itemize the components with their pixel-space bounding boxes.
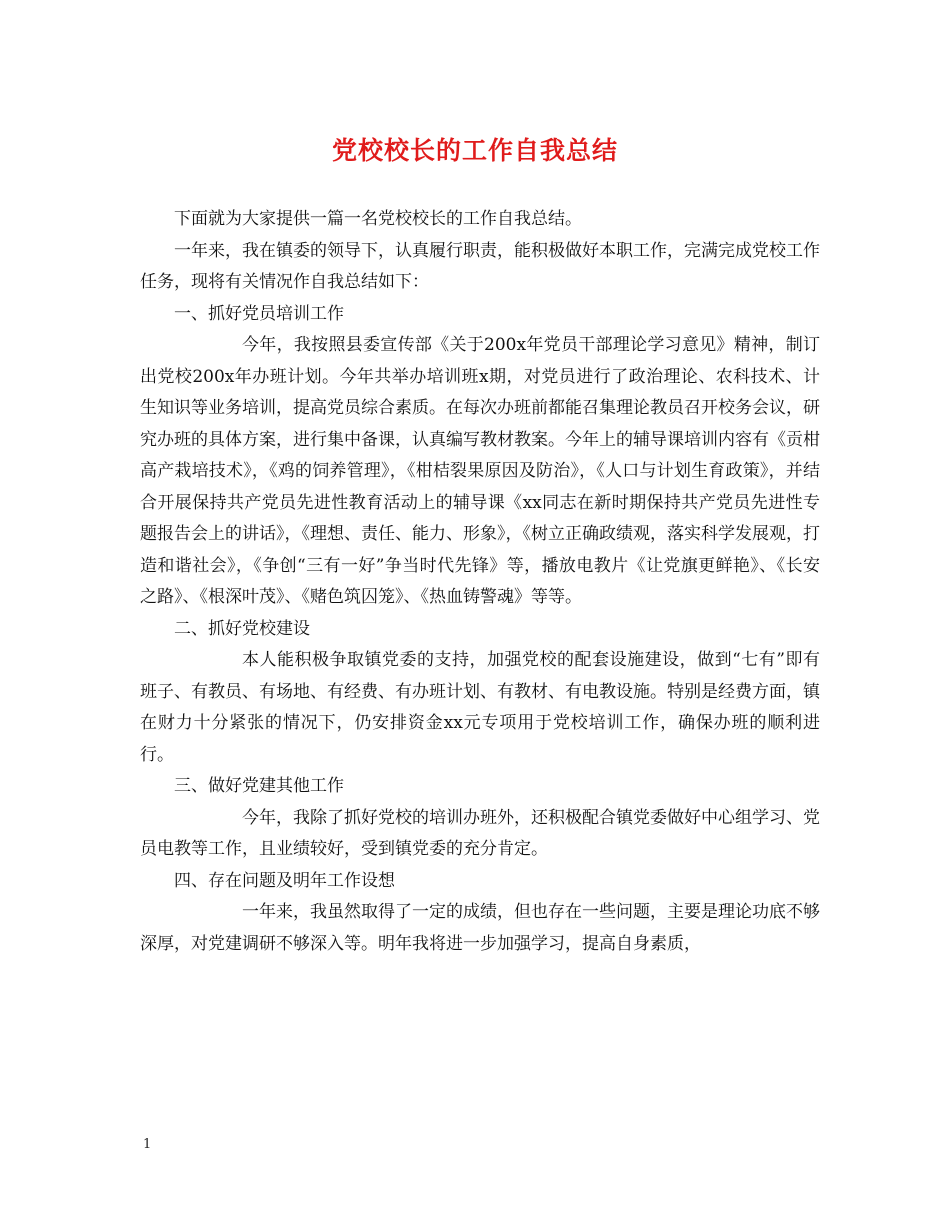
section-heading-1: 一、抓好党员培训工作 — [174, 303, 344, 324]
section-paragraph-1: 今年，我按照县委宣传部《关于200x年党员干部理论学习意见》精神，制订出党校200x年办班计划。今年共举办培训班x期，对党员进行了政治理论、农科技术、计生知识等业务培训，提高党员综合素质。在每次办班前都能召集理论教员召开校务会议，研究办班的具体方案，进行集中备课，认真编写教材教案。今年上的辅导课培训内容有《贡柑高产栽培技术》，《鸡的饲养管理》，《柑桔裂果原因及防治》，《人口与计划生育政策》，并结合开展保持共产党员先进性教育活动上的辅导课《xx同志在新时期保持共产党员先进性专题报告会上的讲话》，《理想、责任、能力、形象》，《树立正确政绩观，落实科学发展观，打造和谐社会》，《争创“三有一好”争当时代先锋》等，播放电教片《让党旗更鲜艳》、《长安之路》、《根深叶茂》、《赌色筑囚笼》、《热血铸警魂》等等。 — [140, 335, 820, 607]
document-title: 党校校长的工作自我总结 — [331, 136, 618, 165]
section-heading-2: 二、抓好党校建设 — [174, 618, 310, 639]
page-number: 1 — [143, 1137, 152, 1152]
section-heading-3: 三、做好党建其他工作 — [174, 776, 344, 796]
section-paragraph-2: 本人能积极争取镇党委的支持，加强党校的配套设施建设，做到“七有”即有班子、有教员、有场地、有经费、有办班计划、有教材、有电教设施。特别是经费方面，镇在财力十分紧张的情况下，仍安排资金xx元专项用于党校培训工作，确保办班的顺利进行。 — [140, 650, 820, 765]
section-heading-4: 四、存在问题及明年工作设想 — [174, 870, 395, 891]
document-body — [140, 204, 820, 960]
section-paragraph-4: 一年来，我虽然取得了一定的成绩，但也存在一些问题，主要是理论功底不够深厚，对党建调研不够深入等。明年我将进一步加强学习，提高自身素质， — [140, 902, 820, 954]
opening-paragraph: 一年来，我在镇委的领导下，认真履行职责，能积极做好本职工作，完满完成党校工作任务，现将有关情况作自我总结如下： — [140, 240, 820, 292]
section-paragraph-3: 今年，我除了抓好党校的培训办班外，还积极配合镇党委做好中心组学习、党员电教等工作，且业绩较好，受到镇党委的充分肯定。 — [140, 807, 820, 859]
intro-paragraph: 下面就为大家提供一篇一名党校校长的工作自我总结。 — [174, 209, 582, 229]
